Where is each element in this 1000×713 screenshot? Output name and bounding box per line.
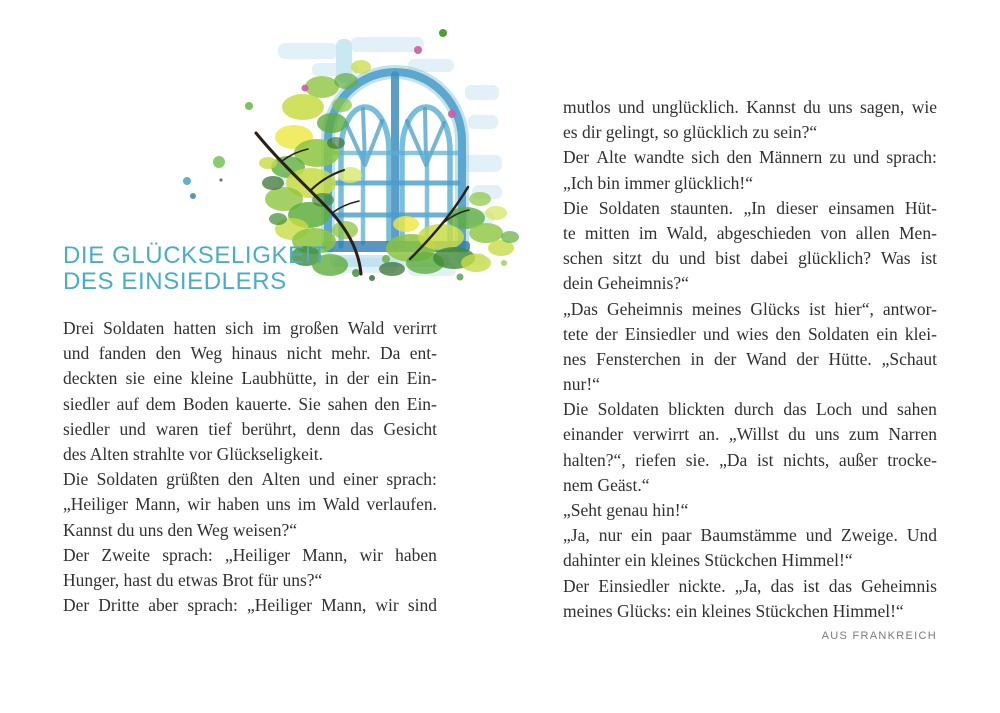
text-line: halten?“, riefen sie. „Da ist nichts, außer trocke-: [563, 449, 937, 470]
text-line: Der Dritte aber sprach: „Heiliger Mann, wir sind: [63, 595, 437, 616]
text-line: nem Geäst.“: [563, 474, 650, 495]
text-line: nes Fensterchen in der Wand der Hütte. „Schaut: [563, 348, 937, 369]
text-line: „Heiliger Mann, wir haben uns im Wald verlaufen.: [63, 494, 437, 515]
text-line: siedler und waren tief berührt, denn das Gesicht: [63, 418, 437, 439]
text-line: Der Zweite sprach: „Heiliger Mann, wir haben: [63, 544, 437, 565]
text-line: es dir gelingt, so glücklich zu sein?“: [563, 122, 818, 143]
text-line: mutlos und unglücklich. Kannst du uns sagen, wie: [563, 97, 937, 117]
text-line: Die Soldaten grüßten den Alten und einer sprach:: [63, 469, 437, 490]
text-line: Hunger, hast du etwas Brot für uns?“: [63, 569, 323, 590]
text-line: dahinter ein kleines Stückchen Himmel!“: [563, 550, 853, 571]
text-line: deckten sie eine kleine Laubhütte, in der ein Ein-: [63, 368, 437, 389]
text-line: einander verwirrt an. „Willst du uns zum Narren: [563, 424, 937, 445]
text-line: „Ja, nur ein paar Baumstämme und Zweige. Und: [563, 525, 937, 546]
text-line: „Ich bin immer glücklich!“: [563, 172, 753, 193]
left-page-text: [63, 316, 437, 618]
story-title: [63, 243, 327, 295]
text-line: Die Soldaten staunten. „In dieser einsamen Hüt-: [563, 197, 937, 218]
text-line: te mitten im Wald, abgeschieden von allen Men-: [563, 222, 937, 243]
story-source-label: AUS FRANKREICH: [821, 630, 937, 642]
text-line: tete der Einsiedler und wies den Soldaten ein klei-: [563, 323, 937, 344]
right-page-text: [563, 95, 937, 624]
text-line: Kannst du uns den Weg weisen?“: [63, 519, 297, 540]
text-line: „Das Geheimnis meines Glücks ist hier“, antwor-: [563, 298, 937, 319]
text-line: dein Geheimnis?“: [563, 273, 689, 294]
text-line: Die Soldaten blickten durch das Loch und sahen: [563, 399, 937, 420]
text-line: Drei Soldaten hatten sich im großen Wald verirrt: [63, 318, 437, 338]
story-title-line2: DES EINSIEDLERS: [63, 268, 287, 295]
text-line: Der Einsiedler nickte. „Ja, das ist das Geheimnis: [563, 575, 937, 596]
text-line: und fanden den Weg hinaus nicht mehr. Da ent-: [63, 343, 437, 364]
text-line: „Seht genau hin!“: [563, 500, 689, 520]
story-title-line1: DIE GLÜCKSELIGKEIT: [63, 242, 328, 269]
text-line: siedler auf dem Boden kauerte. Sie sahen den Ein-: [63, 393, 437, 414]
text-line: nur!“: [563, 374, 600, 395]
text-line: des Alten strahlte vor Glückseligkeit.: [63, 443, 324, 464]
text-line: Der Alte wandte sich den Männern zu und sprach:: [563, 147, 937, 168]
text-line: schen sitzt du und bist dabei glücklich? Was ist: [563, 248, 937, 269]
text-line: meines Glücks: ein kleines Stückchen Himmel!“: [563, 600, 904, 621]
